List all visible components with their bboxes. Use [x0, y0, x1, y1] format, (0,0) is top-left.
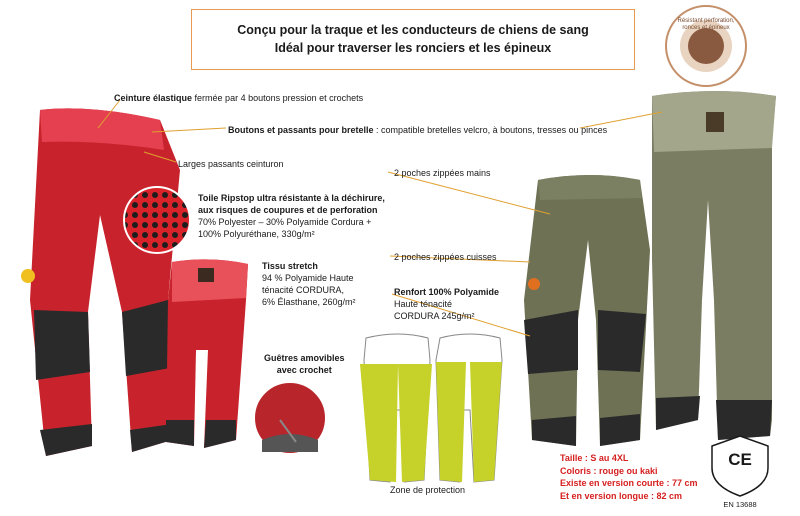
protection-zone-back — [436, 334, 502, 482]
renfort-title: Renfort 100% Polyamide — [394, 287, 500, 297]
stamp-text: Résistant perforation, ronces et épineux — [677, 18, 735, 31]
ripstop-title-1: Toile Ripstop ultra résistante à la déchirure, — [198, 193, 385, 203]
ripstop-line-1: 70% Polyester – 30% Polyamide Cordura + — [198, 217, 372, 227]
guetres-line-2: avec crochet — [276, 365, 332, 375]
boutons-label: Boutons et passants pour bretelle — [228, 125, 374, 135]
gaiter-hook-zoom — [254, 382, 326, 454]
product-specs — [560, 452, 698, 502]
stretch-line-3: 6% Élasthane, 260g/m² — [262, 297, 356, 307]
ceinture-label: Ceinture élastique — [114, 93, 193, 103]
khaki-trousers-front — [524, 175, 650, 446]
headline-line-2: Idéal pour traverser les ronciers et les épineux — [274, 41, 552, 55]
spec-longue: Et en version longue : 82 cm — [560, 490, 683, 501]
red-trousers-back — [166, 259, 248, 448]
callout-poches-cuisses: 2 poches zippées cuisses — [394, 252, 497, 262]
protection-zone-front — [360, 334, 432, 482]
renfort-line-2: CORDURA 245g/m² — [394, 311, 475, 321]
norm-label: EN 13688 — [723, 500, 757, 509]
renfort-line-1: Haute ténacité — [394, 299, 453, 309]
headline-line-1: Conçu pour la traque et les conducteurs de chiens de sang — [237, 23, 589, 37]
callout-stretch — [262, 260, 356, 308]
stretch-title: Tissu stretch — [262, 261, 318, 271]
spec-taille: Taille : S au 4XL — [560, 453, 629, 463]
ripstop-title-2: aux risques de coupures et de perforation — [198, 205, 378, 215]
protection-zone-caption: Zone de protection — [390, 485, 466, 495]
red-trousers-front — [21, 108, 180, 456]
callout-ripstop — [198, 192, 385, 240]
ripstop-line-2: 100% Polyuréthane, 330g/m² — [198, 229, 315, 239]
spec-courte: Existe en version courte : 77 cm — [560, 478, 698, 488]
khaki-trousers-back — [652, 91, 776, 440]
callout-ceinture — [114, 92, 363, 104]
headline-box — [191, 9, 635, 70]
spec-coloris: Coloris : rouge ou kaki — [560, 465, 658, 476]
ce-mark: CE — [728, 450, 752, 469]
ceinture-text: fermée par 4 boutons pression et crochets — [194, 93, 364, 103]
ripstop-fabric-zoom — [124, 187, 190, 253]
callout-boutons — [228, 124, 607, 136]
callout-renfort — [394, 286, 499, 322]
callout-passants: Larges passants ceinturon — [178, 159, 284, 169]
stretch-line-2: ténacité CORDURA, — [262, 285, 345, 295]
callout-poches-mains: 2 poches zippées mains — [394, 168, 491, 178]
boutons-text: : compatible bretelles velcro, à boutons, tresses ou pinces — [376, 125, 608, 135]
guetres-line-1: Guêtres amovibles — [264, 353, 345, 363]
callout-guetres — [264, 352, 345, 376]
stretch-line-1: 94 % Polyamide Haute — [262, 273, 354, 283]
